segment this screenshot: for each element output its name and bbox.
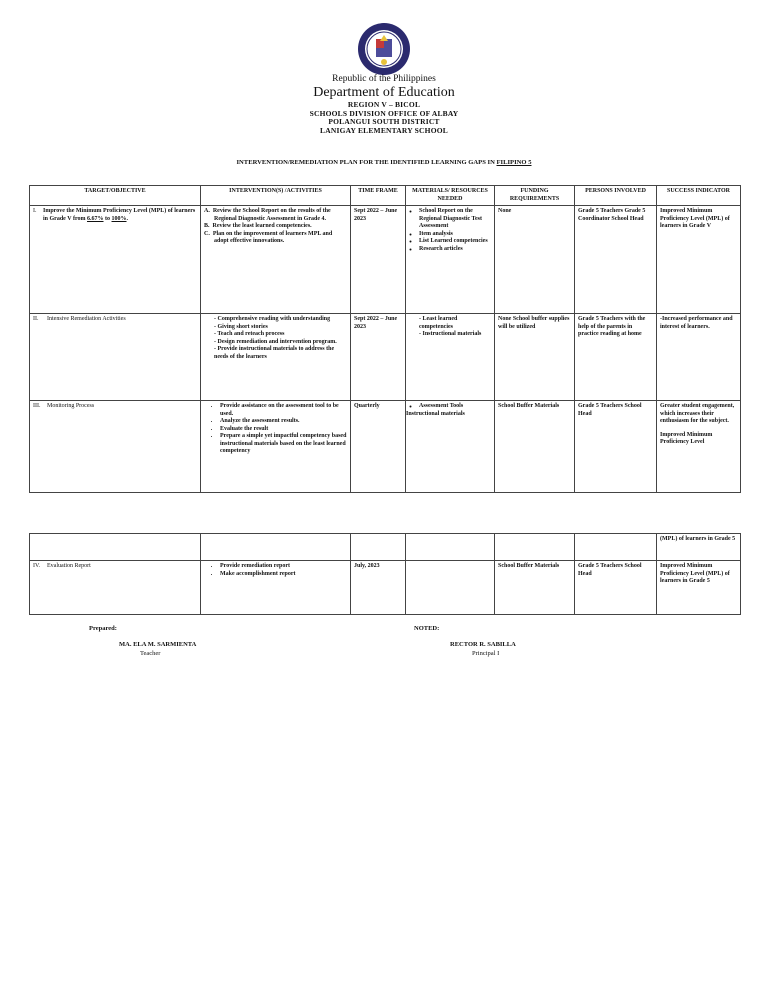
- target-cell: [30, 561, 201, 615]
- plan-table-continued: [29, 533, 741, 615]
- time-cell: Sept 2022 – June 2023: [351, 206, 406, 314]
- time-cell: Sept 2022 – June 2023: [351, 314, 406, 401]
- table-header-row: [30, 186, 741, 206]
- empty-cell: [351, 534, 406, 561]
- target-cell: [30, 314, 201, 401]
- activities-cell: [201, 206, 351, 314]
- target-text: Monitoring Process: [47, 403, 95, 409]
- list-item: - Instructional materials: [419, 331, 491, 339]
- empty-cell: [201, 534, 351, 561]
- list-item: - Least learned competencies: [419, 316, 491, 331]
- row-number: II.: [33, 316, 39, 322]
- list-text: Review the least learned competencies.: [212, 223, 312, 229]
- row-number: III.: [33, 403, 41, 409]
- plan-title: [0, 159, 768, 166]
- col-header: INTERVENTION(S) /ACTIVITIES: [201, 186, 351, 206]
- target-text: [43, 208, 197, 223]
- list-item: ◦ Item analysis: [419, 231, 491, 239]
- republic-text: Republic of the Philippines: [332, 74, 436, 84]
- target-text: Intensive Remediation Activities: [47, 316, 126, 322]
- list-item: • Provide remediation report: [220, 563, 347, 571]
- empty-cell: [30, 534, 201, 561]
- principal-name: RECTOR R. SABILLA: [450, 641, 516, 648]
- list-item: - Comprehensive reading with understanding: [214, 316, 347, 324]
- indicator-cell: Improved Minimum Proficiency Level (MPL) of learners in Grade 5: [657, 561, 741, 615]
- region-text: REGION V – BICOL: [347, 100, 421, 110]
- funding-cell: None School buffer supplies will be utilized: [495, 314, 575, 401]
- indicator-text: Improved Minimum Proficiency Level: [660, 431, 713, 445]
- target-part: Improve the Minimum Proficiency Level (MPL) of learners in Grade V from: [43, 208, 196, 222]
- persons-cell: Grade 5 Teachers with the help of the parents in practice reading at home: [575, 314, 657, 401]
- materials-cell: [406, 401, 495, 493]
- row-number: I.: [33, 208, 37, 214]
- plan-title-prefix: INTERVENTION/REMEDIATION PLAN FOR THE IDENTIFIED LEARNING GAPS IN: [236, 159, 497, 166]
- col-header: TARGET/OBJECTIVE: [30, 186, 201, 206]
- table-row: [30, 314, 741, 401]
- target-from: 6.67%: [87, 215, 104, 222]
- plan-table: [29, 185, 741, 493]
- prepared-label: Prepared:: [89, 625, 117, 632]
- list-item: • Analyze the assessment results.: [220, 418, 347, 426]
- indicator-cell: (MPL) of learners in Grade 5: [657, 534, 741, 561]
- empty-cell: [406, 534, 495, 561]
- list-marker: B.: [204, 223, 210, 229]
- list-item: ◦ Research articles: [419, 246, 491, 254]
- persons-cell: Grade 5 Teachers Grade 5 Coordinator School Head: [575, 206, 657, 314]
- list-marker: A.: [204, 208, 210, 214]
- list-item: • Prepare a simple yet impactful competency based instructional materials based on the least learned competency: [220, 433, 347, 456]
- funding-cell: School Buffer Materials: [495, 401, 575, 493]
- materials-text: Instructional materials: [406, 410, 465, 417]
- list-item: • Provide assistance on the assessment tool to be used.: [220, 403, 347, 418]
- col-header: MATERIALS/ RESOURCES NEEDED: [406, 186, 495, 206]
- activities-cell: [201, 401, 351, 493]
- list-item: ◦ Assessment Tools: [419, 403, 491, 411]
- activities-cell: [201, 314, 351, 401]
- table-row: [30, 534, 741, 561]
- indicator-cell: [657, 401, 741, 493]
- col-header: TIME FRAME: [351, 186, 406, 206]
- target-to: 100%: [111, 215, 127, 222]
- list-item: - Design remediation and intervention program.: [214, 339, 347, 347]
- principal-title: Principal I: [472, 650, 500, 657]
- target-cell: [30, 401, 201, 493]
- row-number: IV.: [33, 563, 41, 569]
- table-row: [30, 206, 741, 314]
- persons-cell: Grade 5 Teachers School Head: [575, 401, 657, 493]
- target-text: Evaluation Report: [47, 563, 91, 569]
- list-item: • Make accomplishment report: [220, 571, 347, 579]
- teacher-name: MA. ELA M. SARMIENTA: [119, 641, 197, 648]
- materials-cell: [406, 206, 495, 314]
- list-item: [204, 223, 347, 231]
- indicator-cell: Improved Minimum Proficiency Level (MPL) of learners in Grade V: [657, 206, 741, 314]
- target-part: to: [103, 215, 112, 222]
- school-text: LANIGAY ELEMENTARY SCHOOL: [320, 125, 448, 135]
- col-header: PERSONS INVOLVED: [575, 186, 657, 206]
- col-header: FUNDING REQUIREMENTS: [495, 186, 575, 206]
- empty-cell: [495, 534, 575, 561]
- list-item: - Teach and reteach process: [214, 331, 347, 339]
- col-header: SUCCESS INDICATOR: [657, 186, 741, 206]
- table-row: [30, 401, 741, 493]
- funding-cell: None: [495, 206, 575, 314]
- list-item: - Giving short stories: [214, 324, 347, 332]
- letterhead: [0, 74, 768, 136]
- plan-title-subject: FILIPINO 5: [496, 159, 532, 166]
- list-item: ◦ School Report on the Regional Diagnostic Test Assessment: [419, 208, 491, 231]
- noted-label: NOTED:: [414, 625, 440, 632]
- list-item: - Provide instructional materials to address the needs of the learners: [214, 346, 347, 361]
- activities-cell: [201, 561, 351, 615]
- list-text: Review the School Report on the results of the Regional Diagnostic Assessment in Grade 4.: [212, 208, 331, 222]
- persons-cell: Grade 5 Teachers School Head: [575, 561, 657, 615]
- list-item: [204, 231, 347, 246]
- target-part: .: [126, 215, 129, 222]
- list-marker: C.: [204, 230, 210, 237]
- list-text: Plan on the improvement of learners MPL and adopt effective innovations.: [212, 230, 333, 244]
- materials-cell: [406, 561, 495, 615]
- materials-cell: [406, 314, 495, 401]
- time-cell: Quarterly: [351, 401, 406, 493]
- empty-cell: [575, 534, 657, 561]
- time-cell: July, 2023: [351, 561, 406, 615]
- list-item: • Evaluate the result: [220, 426, 347, 434]
- list-item: [204, 208, 347, 223]
- target-cell: [30, 206, 201, 314]
- deped-seal-logo: [357, 22, 411, 76]
- table-row: [30, 561, 741, 615]
- indicator-cell: -Increased performance and interest of learners.: [657, 314, 741, 401]
- department-title: Department of Education: [313, 84, 455, 100]
- funding-cell: School Buffer Materials: [495, 561, 575, 615]
- teacher-title: Teacher: [140, 650, 161, 657]
- district-text: POLANGUI SOUTH DISTRICT: [328, 117, 440, 127]
- indicator-text: Greater student engagement, which increases their enthusiasm for the subject.: [660, 403, 735, 424]
- division-text: SCHOOLS DIVISION OFFICE OF ALBAY: [309, 108, 459, 118]
- list-item: ◦ List Learned competencies: [419, 238, 491, 246]
